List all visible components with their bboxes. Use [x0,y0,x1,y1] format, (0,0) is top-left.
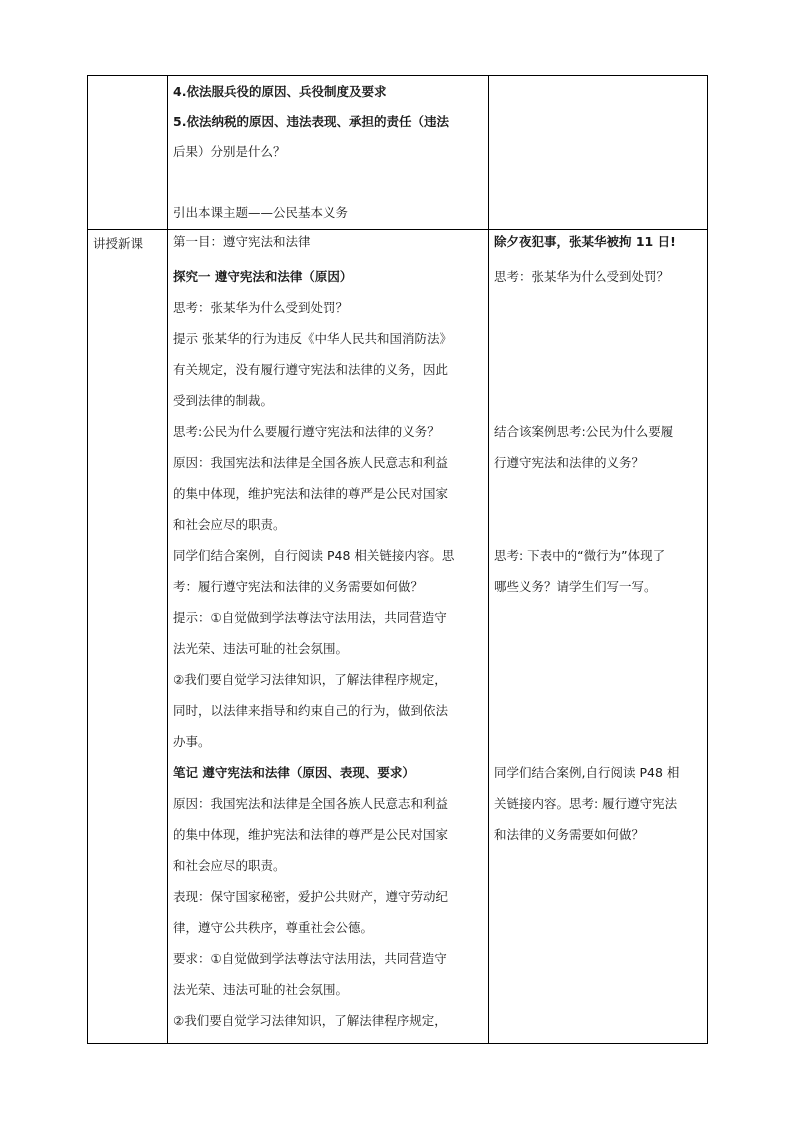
content-line: 提示 张某华的行为违反《中华人民共和国消防法》 [173,331,452,346]
intro-line: 引出本课主题——公民基本义务 [173,205,349,220]
lesson-plan-table [87,75,708,1044]
content-line: 考：履行遵守宪法和法律的义务需要如何做？ [173,579,424,594]
content-line: 同学们结合案例，自行阅读 P48 相关链接内容。思 [173,548,455,563]
activity-line: 和法律的义务需要如何做？ [494,827,645,842]
content-line: 受到法律的制裁。 [173,393,274,408]
content-line: 原因：我国宪法和法律是全国各族人民意志和利益 [173,455,449,470]
content-line: 和社会应尽的职责。 [173,858,286,873]
student-activity-cell [489,230,708,1044]
activity-line: 思考: 下表中的“微行为”体现了 [494,548,666,563]
activity-line: 行遵守宪法和法律的义务？ [494,455,645,470]
intro-line: 4.依法服兵役的原因、兵役制度及要求 [173,84,387,99]
activity-line: 关链接内容。思考: 履行遵守宪法 [494,796,678,811]
teaching-content-cell [168,230,489,1044]
content-line: 笔记 遵守宪法和法律（原因、表现、要求） [173,765,415,780]
intro-label-cell [88,76,168,230]
content-line: 提示：①自觉做到学法尊法守法用法，共同营造守 [173,610,447,625]
content-line: 探究一 遵守宪法和法律（原因） [173,269,353,284]
activity-line: 结合该案例思考:公民为什么要履 [494,424,674,439]
main-row [88,230,708,1044]
content-line: 第一目：遵守宪法和法律 [173,234,311,249]
content-line: ②我们要自觉学习法律知识，了解法律程序规定， [173,672,447,687]
intro-row [88,76,708,230]
content-line: 法光荣、违法可耻的社会氛围。 [173,982,349,997]
activity-line: 除夕夜犯事，张某华被拘 11 日! [494,234,676,249]
intro-line: 后果）分别是什么？ [173,144,286,159]
content-line: 思考:公民为什么要履行遵守宪法和法律的义务？ [173,424,440,439]
intro-content-cell [168,76,489,230]
content-line: 同时，以法律来指导和约束自己的行为，做到依法 [173,703,449,718]
section-label: 讲授新课 [93,236,144,251]
content-line: 原因：我国宪法和法律是全国各族人民意志和利益 [173,796,449,811]
content-line: 法光荣、违法可耻的社会氛围。 [173,641,349,656]
intro-line: 5.依法纳税的原因、违法表现、承担的责任（违法 [173,114,449,129]
content-line: ②我们要自觉学习法律知识，了解法律程序规定， [173,1013,447,1028]
content-line: 办事。 [173,734,211,749]
content-line: 要求：①自觉做到学法尊法守法用法，共同营造守 [173,951,447,966]
content-line: 有关规定，没有履行遵守宪法和法律的义务，因此 [173,362,449,377]
content-line: 表现：保守国家秘密，爱护公共财产，遵守劳动纪 [173,889,449,904]
activity-line: 哪些义务？请学生们写一写。 [494,579,657,594]
section-label-cell [88,230,168,1044]
intro-activity-cell [489,76,708,230]
content-line: 的集中体现，维护宪法和法律的尊严是公民对国家 [173,486,449,501]
content-line: 思考：张某华为什么受到处罚？ [173,300,349,315]
activity-line: 思考：张某华为什么受到处罚？ [494,269,670,284]
content-line: 的集中体现，维护宪法和法律的尊严是公民对国家 [173,827,449,842]
content-line: 律，遵守公共秩序，尊重社会公德。 [173,920,374,935]
content-line: 和社会应尽的职责。 [173,517,286,532]
activity-line: 同学们结合案例,自行阅读 P48 相 [494,765,680,780]
